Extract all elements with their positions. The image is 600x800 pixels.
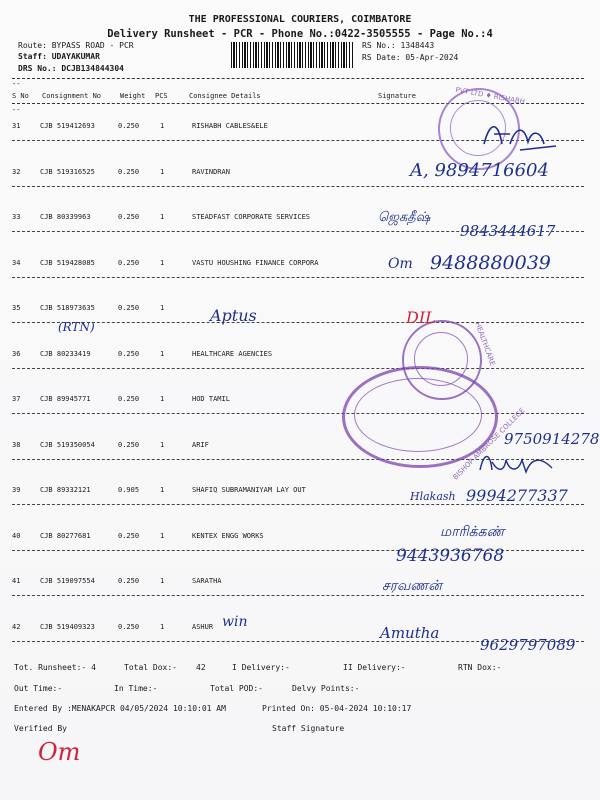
signature-42-name: Amutha xyxy=(380,624,440,642)
cell-consignment: CJB 519316525 xyxy=(40,168,95,176)
cell-weight: 0.250 xyxy=(118,395,140,403)
cell-pcs: 1 xyxy=(160,304,165,312)
cell-consignment: CJB 519409323 xyxy=(40,623,95,631)
cell-sno: 35 xyxy=(12,304,21,312)
cell-weight: 0.250 xyxy=(118,304,140,312)
cell-pcs: 1 xyxy=(160,213,165,221)
college-stamp-inner xyxy=(354,378,482,452)
cell-sno: 42 xyxy=(12,623,21,631)
signature-39-phone: 9994277337 xyxy=(466,486,568,505)
cell-weight: 0.905 xyxy=(118,486,140,494)
cell-consignee: ASHUR xyxy=(192,623,214,631)
cell-consignee: VASTU HOUSHING FINANCE CORPORA xyxy=(192,259,319,267)
cell-weight: 0.250 xyxy=(118,532,140,540)
i-delivery: I Delivery:- xyxy=(232,663,290,672)
cell-consignee: STEADFAST CORPORATE SERVICES xyxy=(192,213,311,221)
cell-pcs: 1 xyxy=(160,577,165,585)
cell-sno: 39 xyxy=(12,486,21,494)
cell-consignment: CJB 80339963 xyxy=(40,213,91,221)
verified-by: Verified By xyxy=(14,724,67,733)
cell-weight: 0.250 xyxy=(118,213,140,221)
total-pod: Total POD:- xyxy=(210,684,263,693)
signature-40-phone: 9443936768 xyxy=(396,546,505,566)
signature-38 xyxy=(478,450,558,480)
signature-33-name: ஜெகதீஷ் xyxy=(378,210,431,225)
signature-34-mark: Om xyxy=(388,256,413,272)
in-time: In Time:- xyxy=(114,684,158,693)
signature-39-name: Hlakash xyxy=(410,490,456,503)
cell-consignment: CJB 519097554 xyxy=(40,577,95,585)
rtn-note: (RTN) xyxy=(58,320,95,334)
cell-weight: 0.250 xyxy=(118,350,140,358)
signature-33-phone: 9843444617 xyxy=(460,222,556,240)
cell-weight: 0.250 xyxy=(118,623,140,631)
row-divider xyxy=(12,595,584,596)
cell-consignee: KENTEX ENGG WORKS xyxy=(192,532,264,540)
delvy-points: Delvy Points:- xyxy=(292,684,360,693)
company-stamp-text: PVT LTD ♦ RISHABH xyxy=(454,85,526,107)
cell-weight: 0.250 xyxy=(118,259,140,267)
rtn-dox: RTN Dox:- xyxy=(458,663,502,672)
row-divider xyxy=(12,277,584,278)
total-dox-value: 42 xyxy=(196,663,206,672)
cell-sno: 31 xyxy=(12,122,21,130)
col-signature: Signature xyxy=(378,92,416,100)
cell-consignee: RAVINDRAN xyxy=(192,168,230,176)
printed-on: Printed On: 05-04-2024 10:10:17 xyxy=(262,704,412,713)
healthcare-stamp-text: HEALTHCARE xyxy=(473,321,497,367)
divider-mark: -- xyxy=(12,80,21,88)
row-divider xyxy=(12,322,584,323)
tot-runsheet: Tot. Runsheet:- 4 xyxy=(14,663,96,672)
signature-35-aptus: Aptus xyxy=(210,306,257,325)
cell-weight: 0.250 xyxy=(118,168,140,176)
cell-consignment: CJB 519412693 xyxy=(40,122,95,130)
signature-42-suffix: win xyxy=(222,614,248,630)
cell-consignment: CJB 80233419 xyxy=(40,350,91,358)
col-consignee: Consignee Details xyxy=(189,92,261,100)
cell-consignee: SARATHA xyxy=(192,577,222,585)
signature-31 xyxy=(480,116,560,161)
cell-pcs: 1 xyxy=(160,532,165,540)
cell-weight: 0.250 xyxy=(118,122,140,130)
total-dox-label: Total Dox:- xyxy=(124,663,177,672)
row-divider xyxy=(12,368,584,369)
barcode xyxy=(231,42,353,68)
cell-consignment: CJB 519428085 xyxy=(40,259,95,267)
header-divider xyxy=(12,78,584,79)
cell-sno: 38 xyxy=(12,441,21,449)
cell-consignment: CJB 519350054 xyxy=(40,441,95,449)
cell-weight: 0.250 xyxy=(118,577,140,585)
cell-pcs: 1 xyxy=(160,441,165,449)
col-sno: S No xyxy=(12,92,29,100)
cell-sno: 34 xyxy=(12,259,21,267)
signature-34-phone: 9488880039 xyxy=(430,252,551,274)
cell-pcs: 1 xyxy=(160,486,165,494)
col-weight: Weight xyxy=(120,92,146,100)
col-consignment: Consignment No xyxy=(42,92,102,100)
runsheet-subtitle: Delivery Runsheet - PCR - Phone No.:0422-3505555 - Page No.:4 xyxy=(107,28,493,40)
cell-consignee: RISHABH CABLES&ELE xyxy=(192,122,268,130)
ii-delivery: II Delivery:- xyxy=(343,663,406,672)
cell-pcs: 1 xyxy=(160,259,165,267)
divider-mark: -- xyxy=(12,106,21,114)
cell-pcs: 1 xyxy=(160,122,165,130)
route-label: Route: BYPASS ROAD - PCR xyxy=(18,41,134,50)
verified-mark: Om xyxy=(38,738,81,766)
entered-by: Entered By :MENAKAPCR 04/05/2024 10:10:01 AM xyxy=(14,704,226,713)
cell-sno: 36 xyxy=(12,350,21,358)
drs-number: DRS No.: DCJB134844304 xyxy=(18,64,124,73)
cell-sno: 33 xyxy=(12,213,21,221)
cell-pcs: 1 xyxy=(160,168,165,176)
cell-consignee: HEALTHCARE AGENCIES xyxy=(192,350,273,358)
staff-label: Staff: UDAYAKUMAR xyxy=(18,52,100,61)
cell-consignee: ARIF xyxy=(192,441,209,449)
rs-date: RS Date: 05-Apr-2024 xyxy=(362,53,459,62)
cell-pcs: 1 xyxy=(160,350,165,358)
cell-pcs: 1 xyxy=(160,623,165,631)
out-time: Out Time:- xyxy=(14,684,63,693)
cell-consignment: CJB 80277681 xyxy=(40,532,91,540)
rs-number: RS No.: 1348443 xyxy=(362,41,435,50)
signature-42-phone: 9629797089 xyxy=(480,636,576,654)
cell-sno: 41 xyxy=(12,577,21,585)
cell-weight: 0.250 xyxy=(118,441,140,449)
college-stamp-text: BISHOP AMBROSE COLLEGE xyxy=(451,406,527,482)
cell-sno: 32 xyxy=(12,168,21,176)
signature-38-phone: 9750914278 xyxy=(504,430,600,448)
col-pcs: PCS xyxy=(155,92,168,100)
row-divider xyxy=(12,186,584,187)
cell-consignee: SHAFIQ SUBRAMANIYAM LAY OUT xyxy=(192,486,306,494)
cell-consignment: CJB 518973635 xyxy=(40,304,95,312)
signature-32: A, 9894716604 xyxy=(410,160,549,181)
company-title: THE PROFESSIONAL COURIERS, COIMBATORE xyxy=(188,14,412,25)
cell-sno: 40 xyxy=(12,532,21,540)
cell-sno: 37 xyxy=(12,395,21,403)
row-divider xyxy=(12,413,584,414)
cell-pcs: 1 xyxy=(160,395,165,403)
cell-consignment: CJB 89945771 xyxy=(40,395,91,403)
signature-35-dl: DIL xyxy=(406,308,436,327)
cell-consignment: CJB 89332121 xyxy=(40,486,91,494)
signature-40-name: மாரிக்கண் xyxy=(440,524,505,540)
signature-41-name: சரவணன் xyxy=(382,578,442,594)
staff-signature: Staff Signature xyxy=(272,724,345,733)
cell-consignee: HOD TAMIL xyxy=(192,395,230,403)
